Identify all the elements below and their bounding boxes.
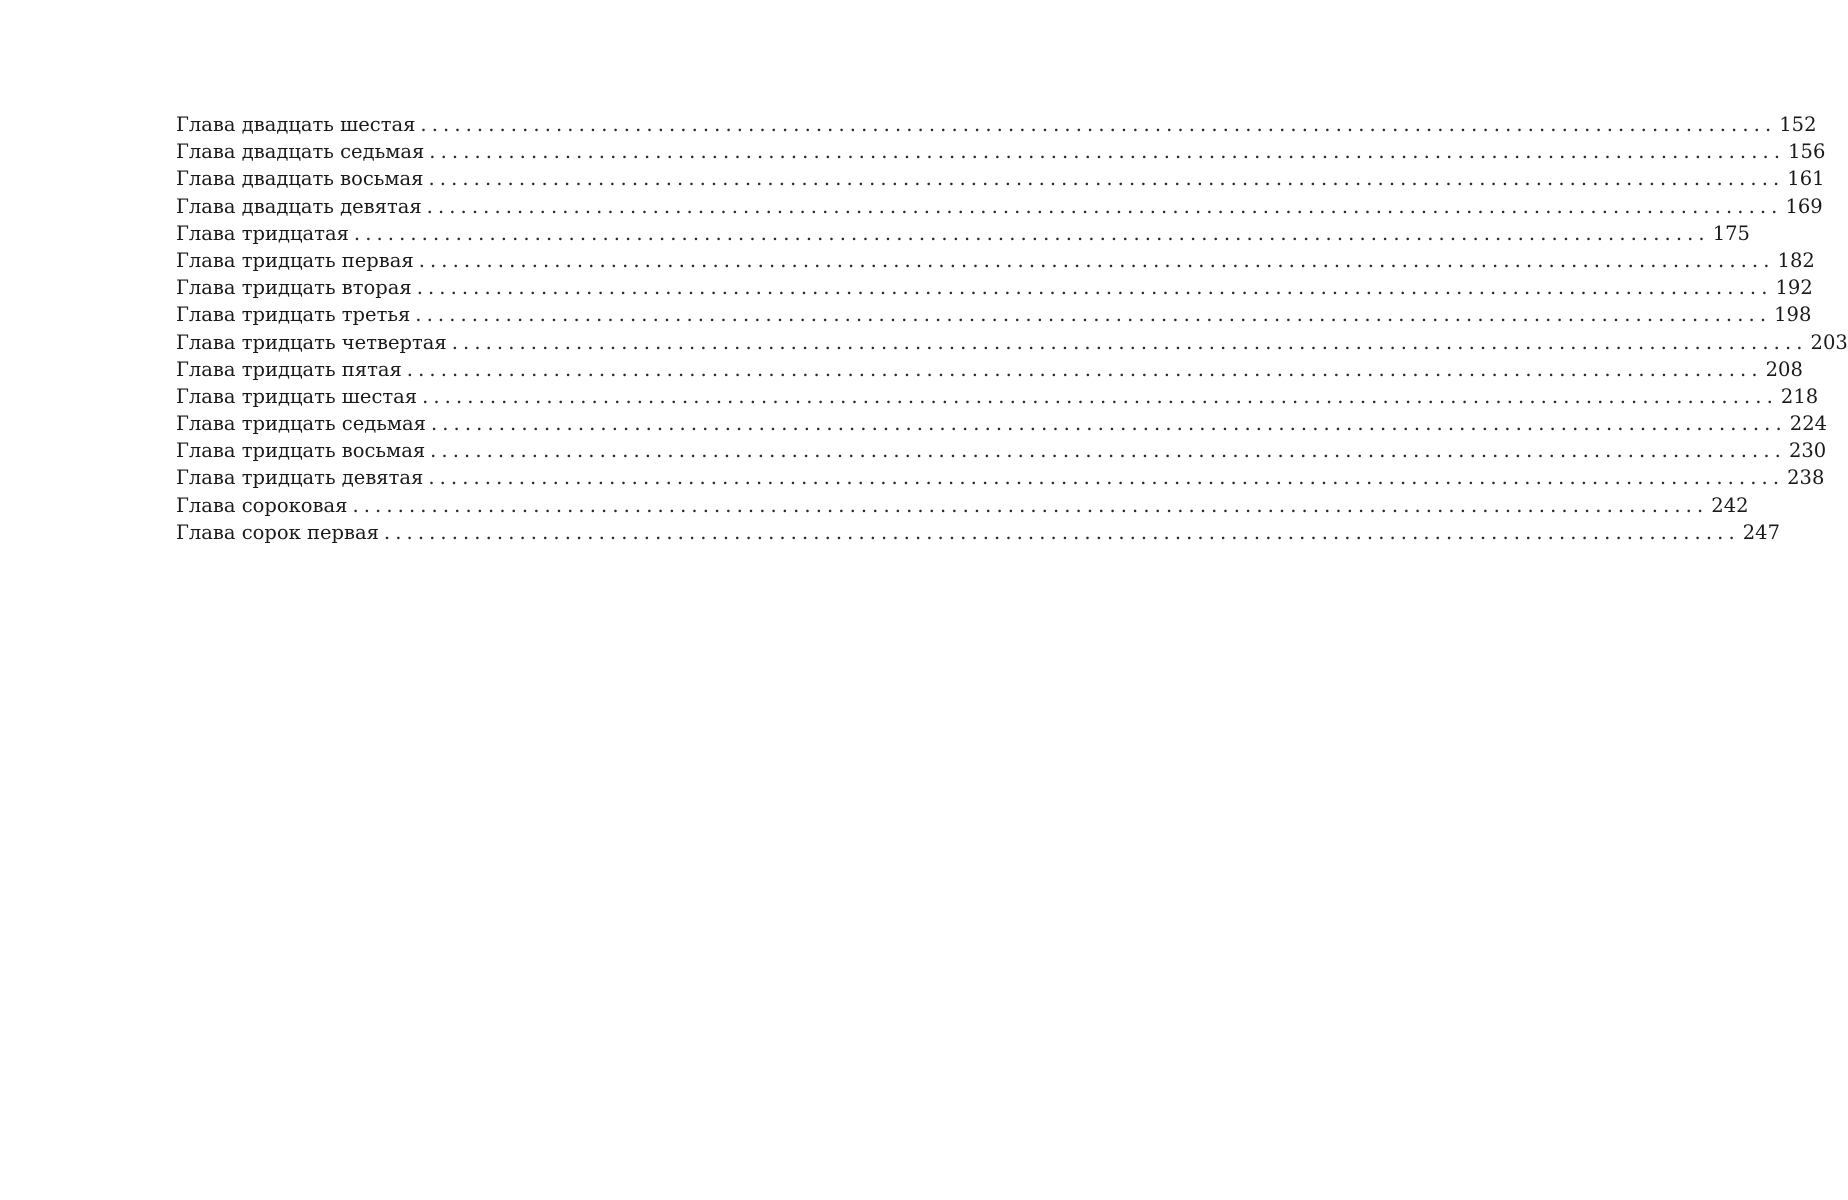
- toc-entry[interactable]: [176, 274, 1813, 301]
- toc-entry[interactable]: [176, 165, 1825, 192]
- toc-entry-title: Глава тридцать вторая: [176, 276, 412, 300]
- toc-entry-title: Глава двадцать восьмая: [176, 167, 424, 191]
- toc-entry-page-number: 161: [1787, 167, 1825, 191]
- toc-entry-title: Глава тридцать восьмая: [176, 439, 426, 463]
- toc-entry-title: Глава тридцать пятая: [176, 357, 402, 381]
- toc-entry-page-number: 224: [1789, 412, 1828, 436]
- toc-entry[interactable]: [176, 410, 1828, 437]
- toc-entry-page-number: 238: [1787, 466, 1825, 490]
- toc-entry[interactable]: [176, 437, 1827, 464]
- dot-leader: ........................................................................................................................: [451, 330, 1808, 354]
- dot-leader: ........................................................................................................................: [422, 384, 1778, 408]
- toc-entry-page-number: 230: [1788, 439, 1827, 463]
- dot-leader: ........................................................................................................................: [406, 357, 1763, 381]
- toc-entry[interactable]: [176, 247, 1815, 274]
- dot-leader: ........................................................................................................................: [430, 439, 1786, 463]
- toc-entry[interactable]: [176, 519, 1780, 546]
- toc-entry-page-number: 247: [1742, 520, 1780, 544]
- toc-entry-title: Глава тридцать четвертая: [176, 330, 447, 354]
- dot-leader: ........................................................................................................................: [415, 303, 1772, 327]
- toc-entry[interactable]: [176, 138, 1826, 165]
- dot-leader: ........................................................................................................................: [428, 466, 1785, 490]
- dot-leader: ........................................................................................................................: [420, 113, 1777, 136]
- dot-leader: ........................................................................................................................: [353, 221, 1710, 245]
- toc-entry-title: Глава тридцать третья: [176, 303, 411, 327]
- toc-entry-page-number: 192: [1775, 276, 1813, 300]
- dot-leader: ........................................................................................................................: [416, 276, 1773, 300]
- toc-entry-page-number: 242: [1711, 493, 1749, 517]
- toc-entry-page-number: 218: [1780, 384, 1819, 408]
- table-of-contents: [176, 111, 1848, 546]
- toc-entry-title: Глава двадцать седьмая: [176, 140, 425, 164]
- toc-entry[interactable]: [176, 301, 1812, 328]
- toc-entry-title: Глава тридцатая: [176, 221, 349, 245]
- toc-entry[interactable]: [176, 356, 1803, 383]
- toc-entry-page-number: 208: [1765, 357, 1803, 381]
- toc-entry[interactable]: [176, 329, 1848, 356]
- toc-entry[interactable]: [176, 193, 1823, 220]
- toc-entry[interactable]: [176, 464, 1825, 491]
- toc-entry[interactable]: [176, 111, 1817, 138]
- toc-entry[interactable]: [176, 492, 1749, 519]
- dot-leader: ........................................................................................................................: [428, 167, 1785, 191]
- dot-leader: ........................................................................................................................: [430, 412, 1787, 436]
- dot-leader: ........................................................................................................................: [352, 493, 1709, 517]
- dot-leader: ........................................................................................................................: [418, 248, 1775, 272]
- dot-leader: ........................................................................................................................: [426, 194, 1783, 218]
- toc-entry[interactable]: [176, 383, 1819, 410]
- toc-entry-title: Глава тридцать шестая: [176, 384, 418, 408]
- toc-entry-title: Глава двадцать девятая: [176, 194, 422, 218]
- toc-entry-page-number: 156: [1788, 140, 1826, 164]
- toc-entry-page-number: 203: [1810, 330, 1848, 354]
- toc-entry-title: Глава тридцать девятая: [176, 466, 424, 490]
- toc-entry-title: Глава двадцать шестая: [176, 113, 416, 136]
- toc-entry-page-number: 169: [1785, 194, 1823, 218]
- dot-leader: ........................................................................................................................: [429, 140, 1786, 164]
- toc-entry-title: Глава сорок первая: [176, 520, 379, 544]
- toc-entry-title: Глава сороковая: [176, 493, 348, 517]
- toc-entry-page-number: 175: [1712, 221, 1750, 245]
- toc-entry-page-number: 182: [1777, 248, 1815, 272]
- toc-entry-page-number: 152: [1779, 113, 1817, 136]
- toc-entry-title: Глава тридцать седьмая: [176, 412, 426, 436]
- dot-leader: ........................................................................................................................: [383, 520, 1740, 544]
- toc-entry-title: Глава тридцать первая: [176, 248, 414, 272]
- toc-entry-page-number: 198: [1774, 303, 1812, 327]
- toc-entry[interactable]: [176, 220, 1750, 247]
